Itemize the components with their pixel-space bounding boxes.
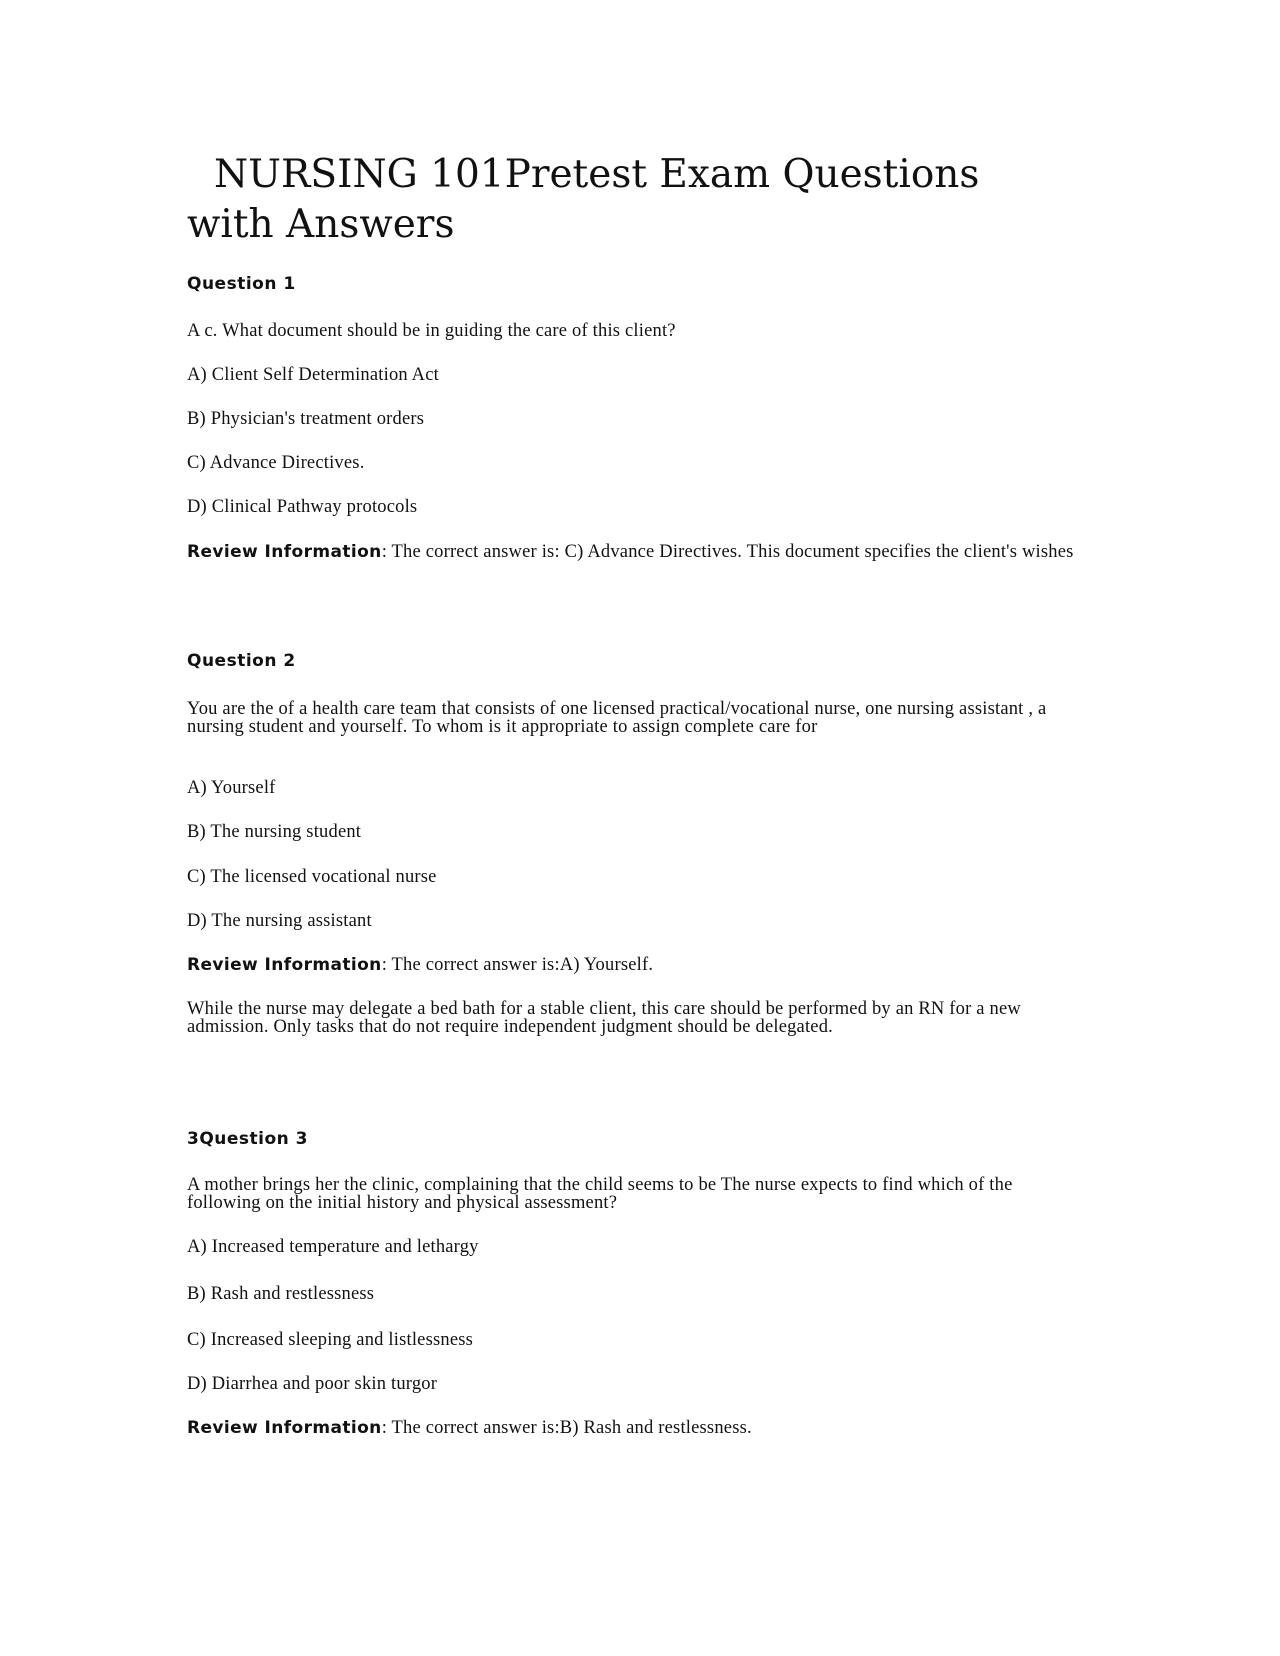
answer-option-c: C) The licensed vocational nurse: [187, 867, 437, 887]
review-explanation: While the nurse may delegate a bed bath for a stable client, this care should be performed by an RN for a new admission. Only tasks that do not require independent judgment should be delegated.: [187, 999, 1021, 1037]
review-label: Review Information: [187, 955, 382, 975]
review-text: : The correct answer is:A) Yourself.: [381, 955, 654, 975]
question-heading: Question 2: [187, 651, 296, 671]
document-title: NURSING 101Pretest Exam Questions with Answers: [187, 152, 980, 247]
review-label: Review Information: [187, 1418, 382, 1438]
answer-option-c: C) Increased sleeping and listlessness: [187, 1330, 474, 1350]
review-text: : The correct answer is: C) Advance Directives. This document specifies the client's wishes: [381, 542, 1074, 562]
answer-option-a: A) Yourself: [187, 778, 276, 798]
review-information: [187, 543, 1087, 561]
answer-option-b: B) The nursing student: [187, 822, 362, 842]
question-stem: A c. What document should be in guiding the care of this client?: [187, 321, 676, 341]
question-stem: A mother brings her the clinic, complaining that the child seems to be The nurse expects to find which of the following on the initial history and physical assessment?: [187, 1175, 1013, 1213]
answer-option-d: D) Clinical Pathway protocols: [187, 497, 418, 517]
review-text: : The correct answer is:B) Rash and restlessness.: [381, 1418, 752, 1438]
answer-option-a: A) Increased temperature and lethargy: [187, 1237, 479, 1257]
answer-option-d: D) Diarrhea and poor skin turgor: [187, 1374, 438, 1394]
answer-option-c: C) Advance Directives.: [187, 453, 365, 473]
review-label: Review Information: [187, 542, 382, 562]
question-heading: 3Question 3: [187, 1129, 309, 1149]
answer-option-d: D) The nursing assistant: [187, 911, 372, 931]
question-stem: You are the of a health care team that consists of one licensed practical/vocational nurse, one nursing assistant , a nursing student and yourself. To whom is it appropriate to assign complete care for: [187, 699, 1047, 737]
answer-option-a: A) Client Self Determination Act: [187, 365, 439, 385]
answer-option-b: B) Rash and restlessness: [187, 1284, 375, 1304]
question-heading: Question 1: [187, 274, 296, 294]
review-information: [187, 956, 1087, 974]
review-information: [187, 1419, 1087, 1437]
answer-option-b: B) Physician's treatment orders: [187, 409, 425, 429]
